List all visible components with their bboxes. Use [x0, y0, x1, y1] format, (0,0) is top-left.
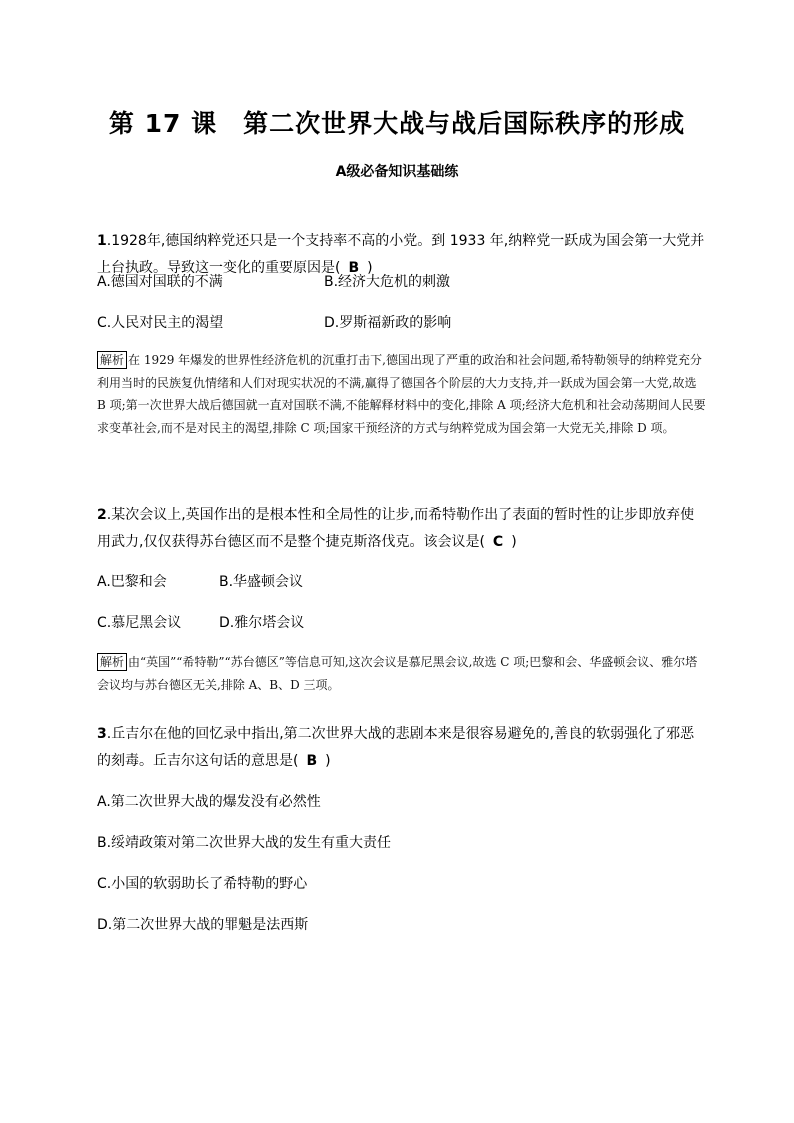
option-a: A.德国对国联的不满 [97, 274, 223, 290]
option-d: D.罗斯福新政的影响 [324, 315, 452, 331]
question-text-end: ) [325, 753, 331, 769]
question-number: 3 [97, 726, 107, 742]
option-a: A.第二次世界大战的爆发没有必然性 [97, 794, 321, 810]
explanation-text: 由“英国”“希特勒”“苏台德区”等信息可知,这次会议是慕尼黑会议,故选 C 项;巴黎和会、华盛顿会议、雅尔塔会议均与苏台德区无关,排除 A、B、D 三项。 [97, 655, 698, 692]
question-text: .1928年,德国纳粹党还只是一个支持率不高的小党。到 1933 年,纳粹党一跃成为国会第一大党并上台执政。导致这一变化的重要原因是( [97, 233, 705, 276]
question-number: 2 [97, 507, 107, 523]
page-title: 第 17 课 第二次世界大战与战后国际秩序的形成 [108, 109, 686, 138]
option-b: B.华盛顿会议 [219, 574, 304, 590]
question-number: 1 [97, 233, 107, 249]
question-2-stem [97, 502, 707, 556]
explanation-tag: 解析 [97, 351, 127, 369]
option-c: C.小国的软弱助长了希特勒的野心 [97, 876, 308, 892]
option-b: B.经济大危机的刺激 [324, 274, 451, 290]
option-b: B.绥靖政策对第二次世界大战的发生有重大责任 [97, 835, 392, 851]
explanation-2 [97, 651, 707, 696]
option-d: D.雅尔塔会议 [219, 615, 305, 631]
explanation-text: 在 1929 年爆发的世界性经济危机的沉重打击下,德国出现了严重的政治和社会问题,希特勒领导的纳粹党充分利用当时的民族复仇情绪和人们对现实状况的不满,赢得了德国各个阶层的大力支持,并一跃成为国会第一大党,故选 B 项;第一次世界大战后德国就一直对国联不满,不能解释材料中的变化,排除 A 项;经济大危机和社会动荡期间人民要求变革社会,而不是对民主的渴望,排除 C 项;国家干预经济的方式与纳粹党成为国会第一大党无关,排除 D 项。 [97, 353, 706, 435]
explanation-tag: 解析 [97, 653, 127, 671]
answer-letter: C [492, 534, 504, 550]
option-a: A.巴黎和会 [97, 574, 167, 590]
answer-letter: B [348, 260, 360, 276]
answer-letter: B [306, 753, 318, 769]
question-3-stem [97, 721, 707, 775]
option-c: C.人民对民主的渴望 [97, 315, 224, 331]
section-title: A级必备知识基础练 [335, 164, 459, 180]
question-text-end: ) [367, 260, 373, 276]
option-d: D.第二次世界大战的罪魁是法西斯 [97, 917, 309, 933]
question-text-end: ) [511, 534, 517, 550]
option-c: C.慕尼黑会议 [97, 615, 182, 631]
explanation-1 [97, 349, 707, 439]
question-text: .某次会议上,英国作出的是根本性和全局性的让步,而希特勒作出了表面的暂时性的让步即放弃使用武力,仅仅获得苏台德区而不是整个捷克斯洛伐克。该会议是( [97, 507, 695, 550]
question-text: .丘吉尔在他的回忆录中指出,第二次世界大战的悲剧本来是很容易避免的,善良的软弱强化了邪恶的刻毒。丘吉尔这句话的意思是( [97, 726, 695, 769]
